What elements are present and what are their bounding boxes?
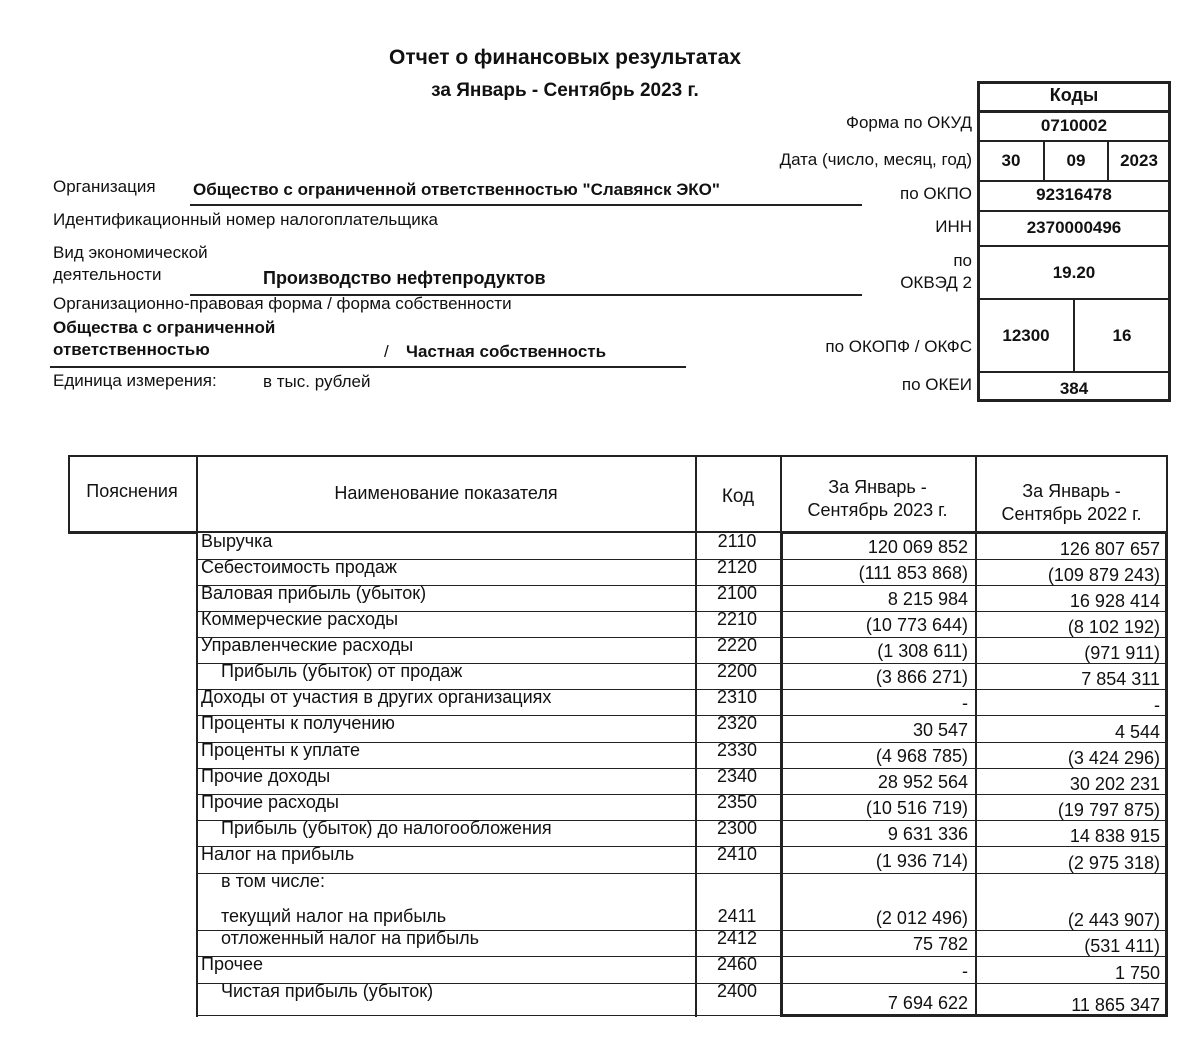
okpo-code: 92316478 (1036, 185, 1112, 204)
org-underline (190, 204, 862, 206)
row-name: Выручка (201, 531, 273, 551)
legal-form-underline (50, 366, 686, 368)
date-day: 30 (1001, 151, 1021, 170)
row-code: 2220 (716, 635, 758, 655)
inn-code-label: ИНН (935, 217, 972, 236)
date-year: 2023 (1120, 151, 1158, 170)
legal-form-label: Организационно-правовая форма / форма собственности (53, 294, 512, 313)
okud-label: Форма по ОКУД (846, 113, 972, 132)
table-row (68, 902, 1168, 930)
row-value-2023: 30 547 (912, 720, 968, 740)
row-name: Управленческие расходы (201, 635, 414, 655)
col-header-code: Код (721, 486, 755, 507)
table-row (68, 768, 1168, 794)
row-name: Прочее (201, 954, 263, 974)
row-value-2022: (2 443 907) (1067, 910, 1160, 930)
row-divider (196, 1015, 1168, 1016)
codes-divider (979, 180, 1169, 182)
codes-divider (1073, 298, 1075, 371)
col-header-2022-line2: Сентябрь 2022 г. (1001, 504, 1142, 524)
row-value-2022: 4 544 (1114, 722, 1160, 742)
row-value-2022: 126 807 657 (1059, 539, 1160, 559)
row-value-2023: 75 782 (912, 934, 968, 954)
okopf-label: по ОКОПФ / ОКФС (825, 337, 972, 356)
table-row (68, 637, 1168, 663)
row-name: текущий налог на прибыль (221, 906, 447, 926)
report-title: Отчет о финансовых результатах (388, 46, 742, 69)
table-row (68, 663, 1168, 689)
okud-code: 0710002 (1040, 116, 1108, 135)
date-label: Дата (число, месяц, год) (779, 150, 972, 169)
table-row (68, 559, 1168, 585)
row-name: Валовая прибыль (убыток) (201, 583, 427, 603)
row-value-2022: 7 854 311 (1081, 669, 1160, 689)
financial-results-table (68, 455, 1168, 1015)
taxpayer-id-label: Идентификационный номер налогоплательщика (53, 210, 438, 229)
table-row (68, 533, 1168, 559)
row-value-2022: (3 424 296) (1067, 748, 1160, 768)
row-value-2023: 7 694 622 (887, 993, 968, 1013)
row-value-2022: 16 928 414 (1069, 591, 1160, 611)
row-value-2023: - (962, 961, 968, 981)
row-value-2023: (1 308 611) (877, 641, 968, 661)
table-row (68, 956, 1168, 983)
row-code: 2400 (716, 981, 758, 1001)
row-name: Проценты к уплате (201, 740, 360, 760)
row-code: 2100 (716, 583, 758, 603)
row-code: 2330 (716, 740, 758, 760)
row-name: Коммерческие расходы (201, 609, 399, 629)
unit-label: Единица измерения: (53, 371, 217, 390)
row-name: Прочие доходы (201, 766, 331, 786)
row-value-2022: 14 838 915 (1069, 826, 1160, 846)
row-name: отложенный налог на прибыль (221, 928, 480, 948)
row-name: Чистая прибыль (убыток) (221, 981, 434, 1001)
form-slash: / (384, 342, 389, 361)
table-row (68, 930, 1168, 956)
legal-form-2: ответственностью (53, 340, 210, 359)
col-header-notes: Пояснения (86, 481, 178, 501)
codes-divider (979, 371, 1169, 373)
row-value-2023: (3 866 271) (875, 667, 968, 687)
activity-value: Производство нефтепродуктов (263, 268, 546, 288)
report-period: за Январь - Сентябрь 2023 г. (431, 80, 699, 101)
row-value-2022: 30 202 231 (1069, 774, 1160, 794)
codes-divider (979, 210, 1169, 212)
row-name: Проценты к получению (201, 713, 395, 733)
row-value-2023: 120 069 852 (867, 537, 968, 557)
row-code: 2410 (716, 844, 758, 864)
row-name: Прибыль (убыток) до налогообложения (221, 818, 552, 838)
ownership-value: Частная собственность (406, 342, 607, 361)
row-value-2022: (971 911) (1084, 643, 1160, 663)
row-code: 2350 (716, 792, 758, 812)
row-value-2023: (10 516 719) (865, 798, 968, 818)
date-month: 09 (1066, 151, 1086, 170)
org-label: Организация (53, 177, 156, 196)
row-value-2022: 11 865 347 (1071, 995, 1160, 1015)
row-value-2023: - (962, 693, 968, 713)
unit-value: в тыс. рублей (263, 372, 371, 391)
notes-col-divider (68, 533, 196, 534)
row-code: 2412 (716, 928, 758, 948)
row-value-2023: (4 968 785) (875, 746, 968, 766)
row-name: Себестоимость продаж (201, 557, 397, 577)
row-value-2022: (8 102 192) (1067, 617, 1160, 637)
col-header-2023-line2: Сентябрь 2023 г. (807, 500, 948, 520)
row-code: 2120 (716, 557, 758, 577)
table-row (68, 846, 1168, 873)
row-value-2022: (109 879 243) (1047, 565, 1160, 585)
table-row (68, 742, 1168, 768)
activity-label-2: деятельности (53, 265, 162, 284)
codes-divider (979, 245, 1169, 247)
row-code: 2200 (716, 661, 758, 681)
table-row (68, 873, 1168, 902)
activity-label-1: Вид экономической (53, 243, 208, 262)
col-header-name: Наименование показателя (334, 483, 558, 503)
row-value-2023: (2 012 496) (875, 908, 968, 928)
col-header-2023-line1: За Январь - (828, 477, 927, 497)
inn-code: 2370000496 (1026, 218, 1122, 237)
row-code: 2210 (716, 609, 758, 629)
row-value-2022: (19 797 875) (1057, 800, 1160, 820)
row-name: Прибыль (убыток) от продаж (221, 661, 463, 681)
row-value-2023: 28 952 564 (877, 772, 968, 792)
row-value-2023: 9 631 336 (887, 824, 968, 844)
col-header-2022-line1: За Январь - (1022, 481, 1121, 501)
table-row (68, 585, 1168, 611)
row-value-2023: 8 215 984 (887, 589, 968, 609)
codes-divider (979, 140, 1169, 142)
row-code: 2310 (716, 687, 758, 707)
table-row (68, 689, 1168, 715)
okopf-code: 12300 (1002, 326, 1050, 345)
row-name: Доходы от участия в других организациях (201, 687, 552, 707)
codes-heading: Коды (1049, 85, 1099, 105)
row-name: Прочие расходы (201, 792, 339, 812)
row-value-2022: - (1154, 695, 1160, 715)
row-code: 2340 (716, 766, 758, 786)
table-row (68, 983, 1168, 1015)
table-row (68, 820, 1168, 846)
table-row (68, 794, 1168, 820)
row-value-2023: (10 773 644) (865, 615, 968, 635)
row-code: 2300 (716, 818, 758, 838)
row-value-2023: (1 936 714) (875, 851, 968, 871)
okved-label-2: ОКВЭД 2 (900, 273, 972, 292)
row-code: 2320 (716, 713, 758, 733)
table-row (68, 715, 1168, 742)
okved-label-1: по (953, 251, 972, 270)
okei-label: по ОКЕИ (901, 375, 972, 394)
okfs-code: 16 (1112, 326, 1132, 345)
table-row (68, 611, 1168, 637)
row-value-2022: (2 975 318) (1067, 853, 1160, 873)
org-name: Общество с ограниченной ответственностью "Славянск ЭКО" (193, 180, 720, 199)
row-value-2022: (531 411) (1084, 936, 1160, 956)
okpo-label: по ОКПО (900, 184, 972, 203)
row-name: в том числе: (221, 871, 325, 891)
row-code: 2411 (717, 906, 757, 926)
row-code: 2460 (716, 954, 758, 974)
row-code: 2110 (717, 531, 757, 551)
okved-code: 19.20 (1052, 263, 1096, 282)
okei-code: 384 (1059, 379, 1089, 398)
row-value-2022: 1 750 (1114, 963, 1160, 983)
legal-form-1: Общества с ограниченной (53, 318, 276, 337)
row-value-2023: (111 853 868) (858, 563, 968, 583)
codes-divider (979, 110, 1169, 113)
row-name: Налог на прибыль (201, 844, 355, 864)
